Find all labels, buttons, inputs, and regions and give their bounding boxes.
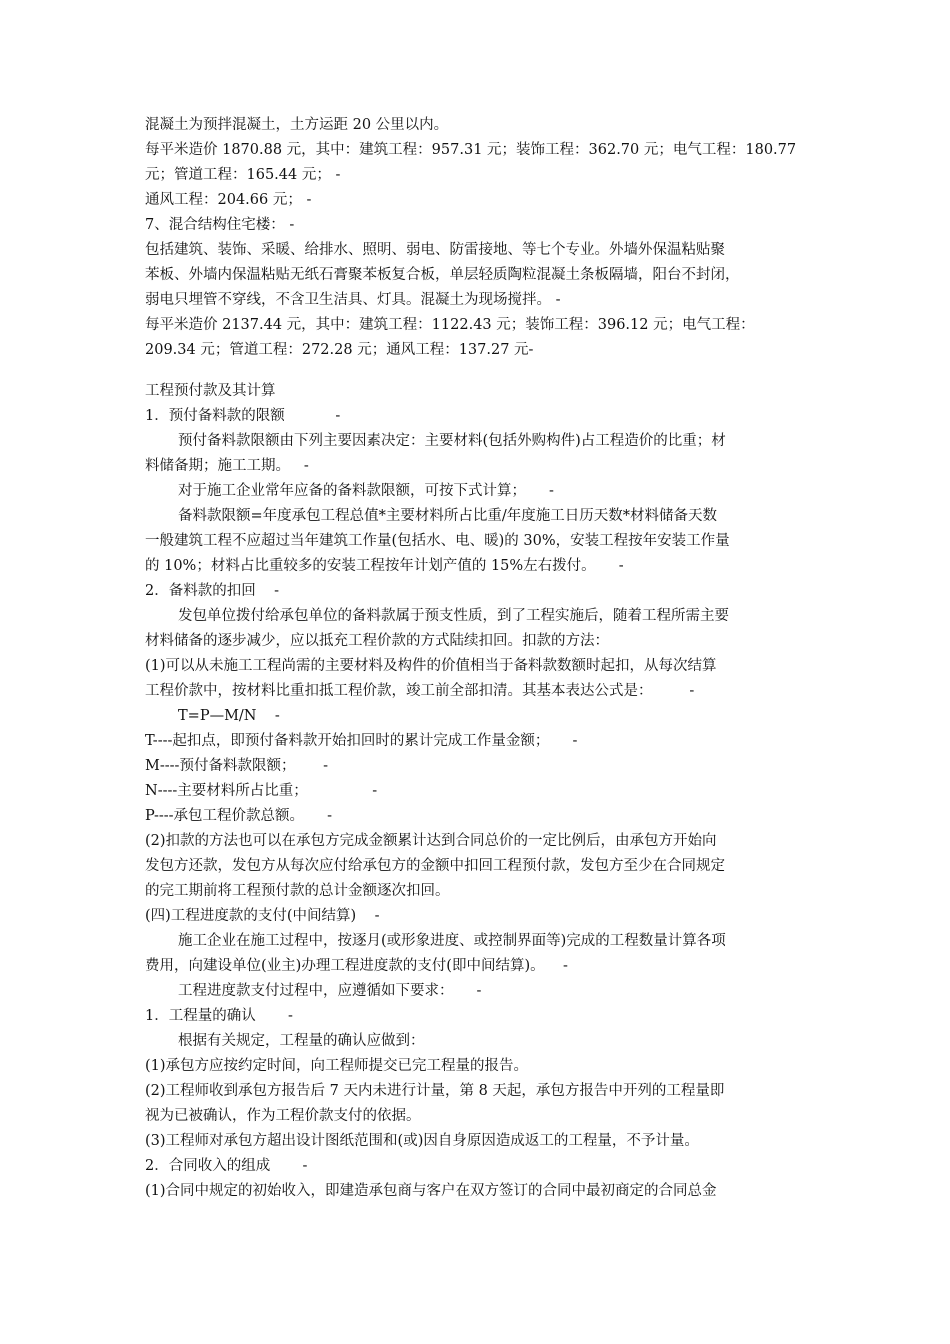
section-heading: 工程预付款及其计算 <box>145 383 276 399</box>
text-line: (2)工程师收到承包方报告后 7 天内未进行计量，第 8 天起，承包方报告中开列的工程量即 <box>145 1083 725 1099</box>
formula-line: 备料款限额=年度承包工程总值*主要材料所占比重/年度施工日历天数*材料储备天数 <box>178 508 718 524</box>
text-line: 预付备料款限额由下列主要因素决定：主要材料(包括外购构件)占工程造价的比重；材 <box>178 433 726 449</box>
numbered-heading: 2．合同收入的组成 - <box>145 1158 308 1174</box>
text-line: 苯板、外墙内保温粘贴无纸石膏聚苯板复合板，单层轻质陶粒混凝土条板隔墙，阳台不封闭， <box>145 267 740 283</box>
numbered-heading: 2．备料款的扣回 - <box>145 583 280 599</box>
section-heading: (四)工程进度款的支付(中间结算) - <box>145 908 380 924</box>
text-line: 7、混合结构住宅楼： - <box>145 217 295 233</box>
text-line: (1)可以从未施工工程尚需的主要材料及构件的价值相当于备料款数额时起扣，从每次结算 <box>145 658 717 674</box>
text-line: 混凝土为预拌混凝土，土方运距 20 公里以内。 <box>145 117 449 133</box>
text-line: 视为已被确认，作为工程价款支付的依据。 <box>145 1108 421 1124</box>
text-line: 根据有关规定，工程量的确认应做到： <box>178 1033 425 1049</box>
text-line: 元；管道工程：165.44 元； - <box>145 167 341 183</box>
definition-line: P----承包工程价款总额。 - <box>145 808 333 824</box>
text-line: 每平米造价 2137.44 元，其中：建筑工程：1122.43 元；装饰工程：396.12 元；电气工程： <box>145 317 755 333</box>
text-line: 发包单位拨付给承包单位的备料款属于预支性质，到了工程实施后，随着工程所需主要 <box>178 608 729 624</box>
text-line: 工程价款中，按材料比重扣抵工程价款，竣工前全部扣清。其基本表达公式是： - <box>145 683 695 699</box>
text-line: 的完工期前将工程预付款的总计金额逐次扣回。 <box>145 883 450 899</box>
definition-line: M----预付备料款限额； - <box>145 758 328 774</box>
text-line: 每平米造价 1870.88 元，其中：建筑工程：957.31 元；装饰工程：362.70 元；电气工程：180.77 <box>145 142 797 158</box>
text-line: 包括建筑、装饰、采暖、给排水、照明、弱电、防雷接地、等七个专业。外墙外保温粘贴聚 <box>145 242 725 258</box>
definition-line: T----起扣点，即预付备料款开始扣回时的累计完成工作量金额； - <box>145 733 578 749</box>
text-line: (2)扣款的方法也可以在承包方完成金额累计达到合同总价的一定比例后，由承包方开始向 <box>145 833 717 849</box>
text-line: 料储备期；施工工期。 - <box>145 458 309 474</box>
text-line: 的 10%；材料占比重较多的安装工程按年计划产值的 15%左右拨付。 - <box>145 558 624 574</box>
text-line: 材料储备的逐步减少，应以抵充工程价款的方式陆续扣回。扣款的方法： <box>145 633 609 649</box>
text-line: (3)工程师对承包方超出设计图纸范围和(或)因自身原因造成返工的工程量，不予计量。 <box>145 1133 699 1149</box>
formula-line: T=P—M/N - <box>178 708 280 724</box>
text-line: (1)承包方应按约定时间，向工程师提交已完工程量的报告。 <box>145 1058 529 1074</box>
text-line: 通风工程：204.66 元； - <box>145 192 312 208</box>
document-page <box>145 113 810 1204</box>
text-line: 209.34 元；管道工程：272.28 元；通风工程：137.27 元- <box>145 342 534 358</box>
text-line: 施工企业在施工过程中，按逐月(或形象进度、或控制界面等)完成的工程数量计算各项 <box>178 933 726 949</box>
text-line: 一般建筑工程不应超过当年建筑工作量(包括水、电、暖)的 30%，安装工程按年安装工作量 <box>145 533 730 549</box>
text-line: 发包方还款，发包方从每次应付给承包方的金额中扣回工程预付款，发包方至少在合同规定 <box>145 858 725 874</box>
paragraph-gap <box>145 363 810 379</box>
numbered-heading: 1．预付备料款的限额 - <box>145 408 341 424</box>
text-line: 弱电只埋管不穿线，不含卫生洁具、灯具。混凝土为现场搅拌。 - <box>145 292 561 308</box>
text-line: 费用，向建设单位(业主)办理工程进度款的支付(即中间结算)。 - <box>145 958 568 974</box>
numbered-heading: 1．工程量的确认 - <box>145 1008 293 1024</box>
text-line: 对于施工企业常年应备的备料款限额，可按下式计算； - <box>178 483 554 499</box>
definition-line: N----主要材料所占比重； - <box>145 783 378 799</box>
text-line: (1)合同中规定的初始收入，即建造承包商与客户在双方签订的合同中最初商定的合同总金 <box>145 1183 717 1199</box>
text-line: 工程进度款支付过程中，应遵循如下要求： - <box>178 983 482 999</box>
